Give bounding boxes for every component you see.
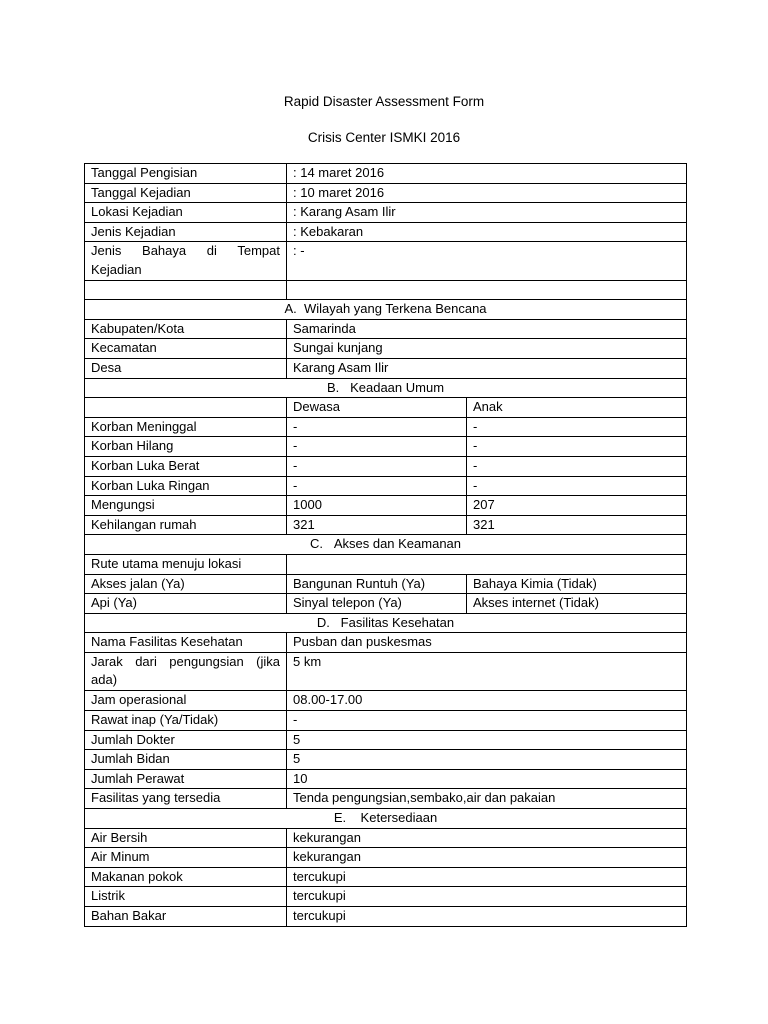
section-c-title: C. Akses dan Keamanan xyxy=(85,535,687,555)
blank-cell xyxy=(287,280,687,299)
row-value: tercukupi xyxy=(287,906,687,926)
table-row xyxy=(85,906,687,926)
table-row xyxy=(85,476,687,496)
access-cell: Akses internet (Tidak) xyxy=(467,594,687,614)
blank-row xyxy=(85,280,687,299)
row-value: - xyxy=(287,711,687,731)
label-line: ada) xyxy=(91,672,118,688)
row-value: 08.00-17.00 xyxy=(287,691,687,711)
section-header-row xyxy=(85,809,687,829)
row-label: Air Bersih xyxy=(85,828,287,848)
blank-cell xyxy=(85,280,287,299)
row-label: Bahan Bakar xyxy=(85,906,287,926)
row-label: Kecamatan xyxy=(85,339,287,359)
column-header-anak: Anak xyxy=(467,398,687,418)
table-row xyxy=(85,789,687,809)
label-line: Kejadian xyxy=(91,261,142,277)
table-row xyxy=(85,242,687,281)
row-value: 5 km xyxy=(287,652,687,691)
row-value: Pusban dan puskesmas xyxy=(287,633,687,653)
row-label: Korban Meninggal xyxy=(85,417,287,437)
table-row xyxy=(85,594,687,614)
row-label: Tanggal Kejadian xyxy=(85,183,287,203)
section-b-title: B. Keadaan Umum xyxy=(85,378,687,398)
table-row xyxy=(85,222,687,242)
column-header-dewasa: Dewasa xyxy=(287,398,467,418)
row-value xyxy=(287,554,687,574)
assessment-table xyxy=(84,163,687,927)
anak-value: - xyxy=(467,417,687,437)
access-cell: Sinyal telepon (Ya) xyxy=(287,594,467,614)
table-row xyxy=(85,750,687,770)
anak-value: - xyxy=(467,437,687,457)
row-label: Listrik xyxy=(85,887,287,907)
table-row xyxy=(85,848,687,868)
label-line: Jarak dari pengungsian (jika xyxy=(91,653,280,669)
row-label: Tanggal Pengisian xyxy=(85,164,287,184)
row-value: Karang Asam Ilir xyxy=(287,359,687,379)
table-row xyxy=(85,730,687,750)
row-value: : Karang Asam Ilir xyxy=(287,203,687,223)
row-label: Jumlah Dokter xyxy=(85,730,287,750)
row-label: Kehilangan rumah xyxy=(85,515,287,535)
access-cell: Akses jalan (Ya) xyxy=(85,574,287,594)
table-row xyxy=(85,574,687,594)
form-title: Rapid Disaster Assessment Form xyxy=(283,94,485,109)
column-header-row xyxy=(85,398,687,418)
dewasa-value: - xyxy=(287,457,467,477)
access-cell: Bahaya Kimia (Tidak) xyxy=(467,574,687,594)
row-value: 10 xyxy=(287,769,687,789)
row-label: Nama Fasilitas Kesehatan xyxy=(85,633,287,653)
section-header-row xyxy=(85,378,687,398)
row-value: 5 xyxy=(287,730,687,750)
row-label: Kabupaten/Kota xyxy=(85,319,287,339)
table-row xyxy=(85,437,687,457)
table-row xyxy=(85,319,687,339)
table-row xyxy=(85,515,687,535)
section-e-title: E. Ketersediaan xyxy=(85,809,687,829)
dewasa-value: - xyxy=(287,476,467,496)
row-value: Tenda pengungsian,sembako,air dan pakaian xyxy=(287,789,687,809)
row-label: Korban Luka Berat xyxy=(85,457,287,477)
section-d-title: D. Fasilitas Kesehatan xyxy=(85,613,687,633)
row-value: : 14 maret 2016 xyxy=(287,164,687,184)
form-subtitle: Crisis Center ISMKI 2016 xyxy=(307,130,461,145)
row-value: Samarinda xyxy=(287,319,687,339)
anak-value: - xyxy=(467,457,687,477)
table-row xyxy=(85,652,687,691)
table-row xyxy=(85,554,687,574)
dewasa-value: 321 xyxy=(287,515,467,535)
table-row xyxy=(85,691,687,711)
section-header-row xyxy=(85,535,687,555)
row-value: kekurangan xyxy=(287,848,687,868)
table-row xyxy=(85,867,687,887)
row-value: Sungai kunjang xyxy=(287,339,687,359)
row-label: Mengungsi xyxy=(85,496,287,516)
row-label: Air Minum xyxy=(85,848,287,868)
row-value: tercukupi xyxy=(287,867,687,887)
table-row xyxy=(85,203,687,223)
table-row xyxy=(85,457,687,477)
row-label xyxy=(85,652,287,691)
table-row xyxy=(85,496,687,516)
row-label: Makanan pokok xyxy=(85,867,287,887)
row-label: Korban Hilang xyxy=(85,437,287,457)
dewasa-value: 1000 xyxy=(287,496,467,516)
access-cell: Api (Ya) xyxy=(85,594,287,614)
row-value: 5 xyxy=(287,750,687,770)
access-cell: Bangunan Runtuh (Ya) xyxy=(287,574,467,594)
table-row xyxy=(85,711,687,731)
section-header-row xyxy=(85,613,687,633)
anak-value: 207 xyxy=(467,496,687,516)
row-label: Fasilitas yang tersedia xyxy=(85,789,287,809)
table-row xyxy=(85,633,687,653)
label-line: Jenis Bahaya di Tempat xyxy=(91,243,280,259)
anak-value: 321 xyxy=(467,515,687,535)
table-row xyxy=(85,828,687,848)
table-row xyxy=(85,769,687,789)
table-row xyxy=(85,164,687,184)
row-value: tercukupi xyxy=(287,887,687,907)
section-a-title: A. Wilayah yang Terkena Bencana xyxy=(85,300,687,320)
dewasa-value: - xyxy=(287,417,467,437)
row-label xyxy=(85,242,287,281)
dewasa-value: - xyxy=(287,437,467,457)
blank-cell xyxy=(85,398,287,418)
row-label: Jam operasional xyxy=(85,691,287,711)
row-value: : - xyxy=(287,242,687,281)
table-row xyxy=(85,417,687,437)
table-row xyxy=(85,183,687,203)
row-label: Desa xyxy=(85,359,287,379)
row-label: Korban Luka Ringan xyxy=(85,476,287,496)
row-label: Jumlah Perawat xyxy=(85,769,287,789)
row-value: : Kebakaran xyxy=(287,222,687,242)
row-label: Rawat inap (Ya/Tidak) xyxy=(85,711,287,731)
row-label: Jumlah Bidan xyxy=(85,750,287,770)
table-row xyxy=(85,359,687,379)
anak-value: - xyxy=(467,476,687,496)
row-value: : 10 maret 2016 xyxy=(287,183,687,203)
table-row xyxy=(85,339,687,359)
row-label: Lokasi Kejadian xyxy=(85,203,287,223)
row-label: Jenis Kejadian xyxy=(85,222,287,242)
row-value: kekurangan xyxy=(287,828,687,848)
row-label: Rute utama menuju lokasi xyxy=(85,554,287,574)
table-row xyxy=(85,887,687,907)
section-header-row xyxy=(85,300,687,320)
